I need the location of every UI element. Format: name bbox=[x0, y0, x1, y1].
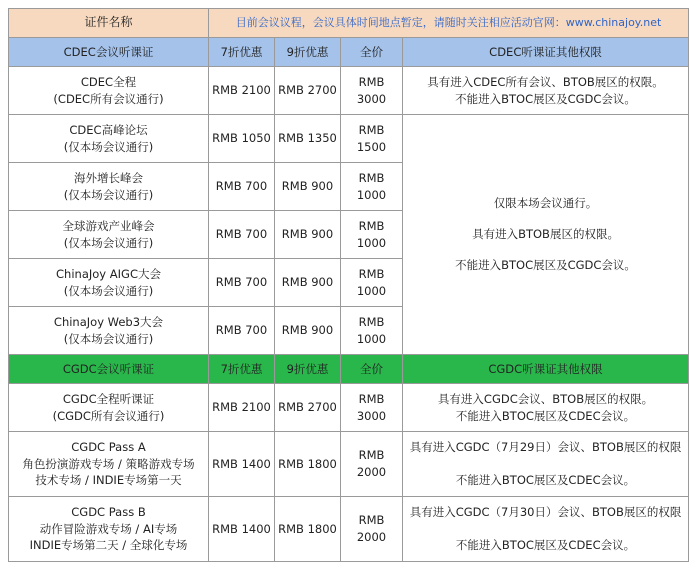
rights-cell bbox=[403, 67, 689, 115]
price-90: RMB 900 bbox=[275, 307, 341, 355]
price-70: RMB 1400 bbox=[209, 432, 275, 497]
pass-name bbox=[9, 384, 209, 432]
price-full: RMB 2000 bbox=[341, 497, 403, 562]
price-70: RMB 700 bbox=[209, 211, 275, 259]
pass-title: CGDC全程听课证 bbox=[62, 391, 155, 406]
table-row bbox=[9, 432, 689, 497]
pass-title: ChinaJoy Web3大会 bbox=[53, 314, 164, 329]
session-rights-cell bbox=[403, 115, 689, 355]
price-full: RMB 3000 bbox=[341, 67, 403, 115]
pass-tracks: 技术专场 / INDIE专场第一天 bbox=[35, 473, 182, 488]
rights-line: 不能进入BTOC展区及CDEC会议。 bbox=[455, 408, 636, 423]
full-price-header: 全价 bbox=[341, 38, 403, 67]
table-row bbox=[9, 497, 689, 562]
pass-name bbox=[9, 67, 209, 115]
rights-line: 具有进入CGDC会议、BTOB展区的权限。 bbox=[437, 391, 654, 406]
price-90: RMB 2700 bbox=[275, 384, 341, 432]
pass-name bbox=[9, 163, 209, 211]
pass-title: 全球游戏产业峰会 bbox=[62, 218, 155, 233]
price-70: RMB 2100 bbox=[209, 67, 275, 115]
rights-line: 具有进入CGDC（7月29日）会议、BTOB展区的权限 bbox=[409, 440, 682, 455]
discount-70-header: 7折优惠 bbox=[209, 355, 275, 384]
price-70: RMB 1400 bbox=[209, 497, 275, 562]
rights-line: 不能进入BTOC展区及CGDC会议。 bbox=[455, 91, 636, 106]
table-row bbox=[9, 67, 689, 115]
pass-scope: (仅本场会议通行) bbox=[63, 139, 154, 154]
pass-scope: (仅本场会议通行) bbox=[63, 187, 154, 202]
pass-tracks: 动作冒险游戏专场 / AI专场 bbox=[39, 521, 178, 536]
price-full: RMB 1000 bbox=[341, 211, 403, 259]
pass-scope: (CDEC所有会议通行) bbox=[53, 91, 164, 106]
price-90: RMB 900 bbox=[275, 259, 341, 307]
price-70: RMB 700 bbox=[209, 307, 275, 355]
pass-name bbox=[9, 497, 209, 562]
schedule-note: 目前会议议程，会议具体时间地点暂定，请随时关注相应活动官网：www.chinajoy.net bbox=[209, 9, 689, 38]
rights-line: 不能进入BTOC展区及CGDC会议。 bbox=[455, 257, 636, 272]
price-full: RMB 1000 bbox=[341, 163, 403, 211]
rights-line: 仅限本场会议通行。 bbox=[493, 196, 598, 211]
discount-90-header: 9折优惠 bbox=[275, 355, 341, 384]
full-price-header: 全价 bbox=[341, 355, 403, 384]
price-90: RMB 1800 bbox=[275, 432, 341, 497]
pass-name bbox=[9, 259, 209, 307]
pass-title: CGDC Pass B bbox=[71, 504, 146, 519]
pass-title: CDEC高峰论坛 bbox=[69, 122, 148, 137]
cdec-rights-header: CDEC听课证其他权限 bbox=[403, 38, 689, 67]
rights-cell bbox=[403, 384, 689, 432]
pricing-table bbox=[8, 8, 689, 562]
price-90: RMB 2700 bbox=[275, 67, 341, 115]
price-full: RMB 1000 bbox=[341, 307, 403, 355]
pass-title: CGDC Pass A bbox=[71, 439, 146, 454]
pass-tracks: 角色扮演游戏专场 / 策略游戏专场 bbox=[22, 456, 195, 471]
price-full: RMB 3000 bbox=[341, 384, 403, 432]
price-70: RMB 700 bbox=[209, 163, 275, 211]
rights-line: 具有进入BTOB展区的权限。 bbox=[472, 227, 619, 242]
price-90: RMB 1350 bbox=[275, 115, 341, 163]
pass-name bbox=[9, 432, 209, 497]
discount-90-header: 9折优惠 bbox=[275, 38, 341, 67]
pass-tracks: INDIE专场第二天 / 全球化专场 bbox=[29, 538, 188, 553]
pass-scope: (CGDC所有会议通行) bbox=[52, 408, 165, 423]
cdec-section-header bbox=[9, 38, 689, 67]
rights-line: 具有进入CGDC（7月30日）会议、BTOB展区的权限 bbox=[409, 505, 682, 520]
header-row bbox=[9, 9, 689, 38]
cgdc-rights-header: CGDC听课证其他权限 bbox=[403, 355, 689, 384]
pass-scope: (仅本场会议通行) bbox=[63, 235, 154, 250]
cert-name-header: 证件名称 bbox=[9, 9, 209, 38]
pass-title: ChinaJoy AIGC大会 bbox=[56, 266, 161, 281]
cdec-section-title: CDEC会议听课证 bbox=[9, 38, 209, 67]
rights-cell bbox=[403, 432, 689, 497]
table-row bbox=[9, 384, 689, 432]
pass-name bbox=[9, 211, 209, 259]
table-row bbox=[9, 115, 689, 163]
pass-title: 海外增长峰会 bbox=[74, 170, 143, 185]
price-90: RMB 900 bbox=[275, 211, 341, 259]
pass-title: CDEC全程 bbox=[80, 74, 137, 89]
price-90: RMB 900 bbox=[275, 163, 341, 211]
price-70: RMB 1050 bbox=[209, 115, 275, 163]
pass-name bbox=[9, 115, 209, 163]
price-70: RMB 2100 bbox=[209, 384, 275, 432]
rights-cell bbox=[403, 497, 689, 562]
price-full: RMB 1500 bbox=[341, 115, 403, 163]
pass-scope: (仅本场会议通行) bbox=[63, 283, 154, 298]
rights-line: 不能进入BTOC展区及CDEC会议。 bbox=[455, 473, 636, 487]
price-70: RMB 700 bbox=[209, 259, 275, 307]
price-full: RMB 2000 bbox=[341, 432, 403, 497]
cgdc-section-header bbox=[9, 355, 689, 384]
discount-70-header: 7折优惠 bbox=[209, 38, 275, 67]
price-90: RMB 1800 bbox=[275, 497, 341, 562]
price-full: RMB 1000 bbox=[341, 259, 403, 307]
pass-scope: (仅本场会议通行) bbox=[63, 331, 154, 346]
cgdc-section-title: CGDC会议听课证 bbox=[9, 355, 209, 384]
rights-line: 不能进入BTOC展区及CDEC会议。 bbox=[455, 538, 636, 552]
pass-name bbox=[9, 307, 209, 355]
rights-line: 具有进入CDEC所有会议、BTOB展区的权限。 bbox=[427, 74, 664, 89]
